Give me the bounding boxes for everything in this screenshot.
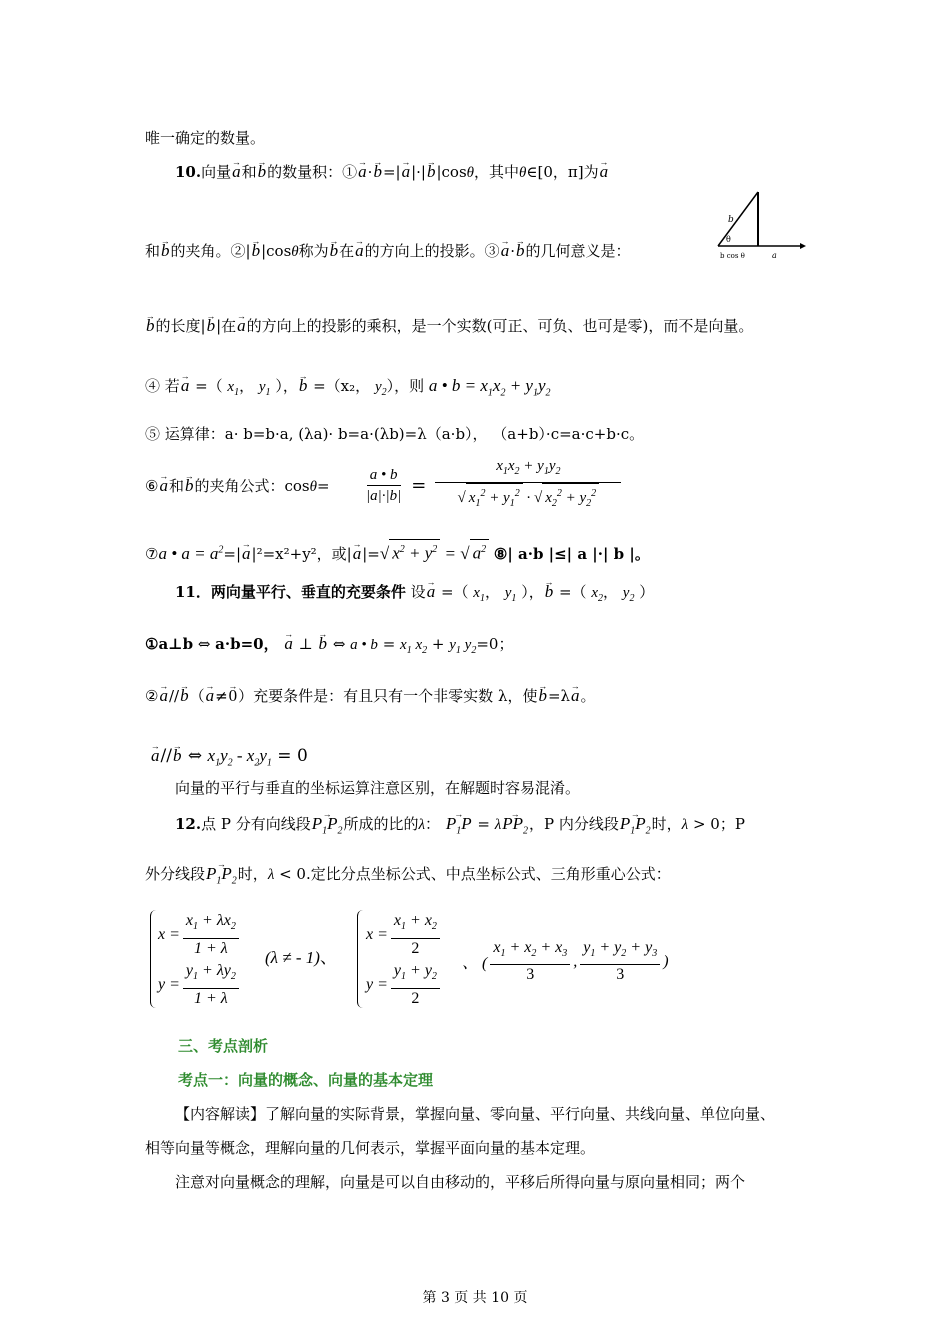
section-formula: x = $\frac{x_1 + \lambda x_2}{1 + \lambda}$ y = $\frac{y_1 + \lambda y_2}{1 + \lambda}$ [158, 910, 242, 1010]
midpoint-formula: x = $\frac{x_1 + x_2}{2}$ y = $\frac{y_1 + y_2}{2}$ [366, 910, 443, 1010]
paragraph: 相等向量等概念，理解向量的几何表示，掌握平面向量的基本定理。 [145, 1139, 596, 1157]
vector-a: → a [232, 156, 241, 182]
text-line: 唯一确定的数量。 [145, 129, 266, 147]
centroid-formula: 、 ( $\frac{x_1 + x_2 + x_3}{3}$ , $\frac{y_1 + y_2 + y_3}{3}$ ) [462, 939, 669, 984]
item-12-line-1: 12.点 P 分有向线段→ $P_1P_2$所成的比的λ： → $P_1P = \lambda\to PP_2$，P 内分线段→ $P_1P_2$时，λ > 0；P [175, 808, 745, 841]
label-b: b [728, 215, 734, 225]
parallel-condition: ②→ a//→ b（→ a≠→ 0）充要条件是：有且只有一个非零实数 λ，使→ b=λ→ a。 [145, 680, 596, 706]
item-5: ⑤ 运算律：a· b=b·a, (λa)· b=a·(λb)=λ（a·b）， （a+b）·c=a·c+b·c。 [145, 425, 645, 443]
perpendicular-condition: ①a⊥b ⇔ a·b=0， → a ⊥ → b ⇔ a • $b = x_1$ $x_2 + y_1$ $y_2=0$； [145, 628, 513, 661]
vector-b: → b [258, 156, 267, 182]
lambda-condition: (λ ≠ - 1)、 [265, 948, 337, 968]
point-title: 考点一：向量的概念、向量的基本定理 [178, 1071, 434, 1089]
item-6: ⑥→ a和→ b的夹角公式：cosθ= [145, 470, 330, 497]
item-7: ⑦a • $a = a^2=|\to a|^2=x^2+y^2$，或|→ a|=√ $x^2 + y^2$ = √ $a^2$ ⑧| a·b |≤| a |·| b |。 [145, 538, 650, 564]
paragraph: 【内容解读】了解向量的实际背景，掌握向量、零向量、平行向量、共线向量、单位向量、 [175, 1105, 776, 1123]
label-theta: θ [726, 235, 731, 244]
note: 向量的平行与垂直的坐标运算注意区别，在解题时容易混淆。 [175, 779, 581, 797]
item-4: ④ 若→ a =（ $x_1$， $y_1$ ），→ b =（x₂， $y_2$），则 a • $b = x_1x_2 + y_1y_2$ [145, 370, 551, 403]
item-12-line-2: 外分线段→ $P_1P_2$时，λ < 0.定比分点坐标公式、中点坐标公式、三角形重心公式： [145, 858, 671, 891]
page-footer: 第 3 页 共 10 页 [422, 1290, 528, 1306]
label-bcos: b cos θ [720, 252, 745, 260]
angle-formula: $\frac{a • b}{|a|\cdot|b|}$ = $\frac{x_1x_2 + y_1y_2}{√ x_1^2 + y_1^2 \cdot √ x_2^2 + y_2^2}$ [360, 456, 626, 514]
item-10-line-3: → b的长度|→ b|在→ a的方向上的投影的乘积，是一个实数(可正、可负、也可是零)，而不是向量。 [145, 310, 753, 336]
vector-b-line [718, 192, 758, 246]
projection-figure [712, 188, 807, 260]
item-11: 11．两向量平行、垂直的充要条件 设→ a =（ $x_1$， $y_1$ ），→ b =（ $x_2$， $y_2$ ） [175, 576, 654, 609]
brace-left-1 [150, 910, 157, 1008]
arrow-head-icon [800, 243, 806, 249]
label-a: a [772, 251, 777, 260]
item-10-line-1: 10.向量→ a和→ b的数量积：①→ a·→ b=|→ a|·|→ b|cosθ，其中θ∈[0，π]为→ a [175, 156, 609, 183]
item-10-line-2: 和→ b的夹角。②|→ b|cosθ称为→ b在→ a的方向上的投影。③→ a·→ b的几何意义是： [145, 235, 630, 262]
parallel-formula: → a//→ b ⇔ $x_1y_2 - x_2y_1 = 0$ [150, 740, 308, 773]
brace-left-2 [357, 910, 364, 1008]
section-title: 三、考点剖析 [178, 1037, 269, 1055]
paragraph: 注意对向量概念的理解，向量是可以自由移动的，平移后所得向量与原向量相同；两个 [175, 1173, 746, 1191]
